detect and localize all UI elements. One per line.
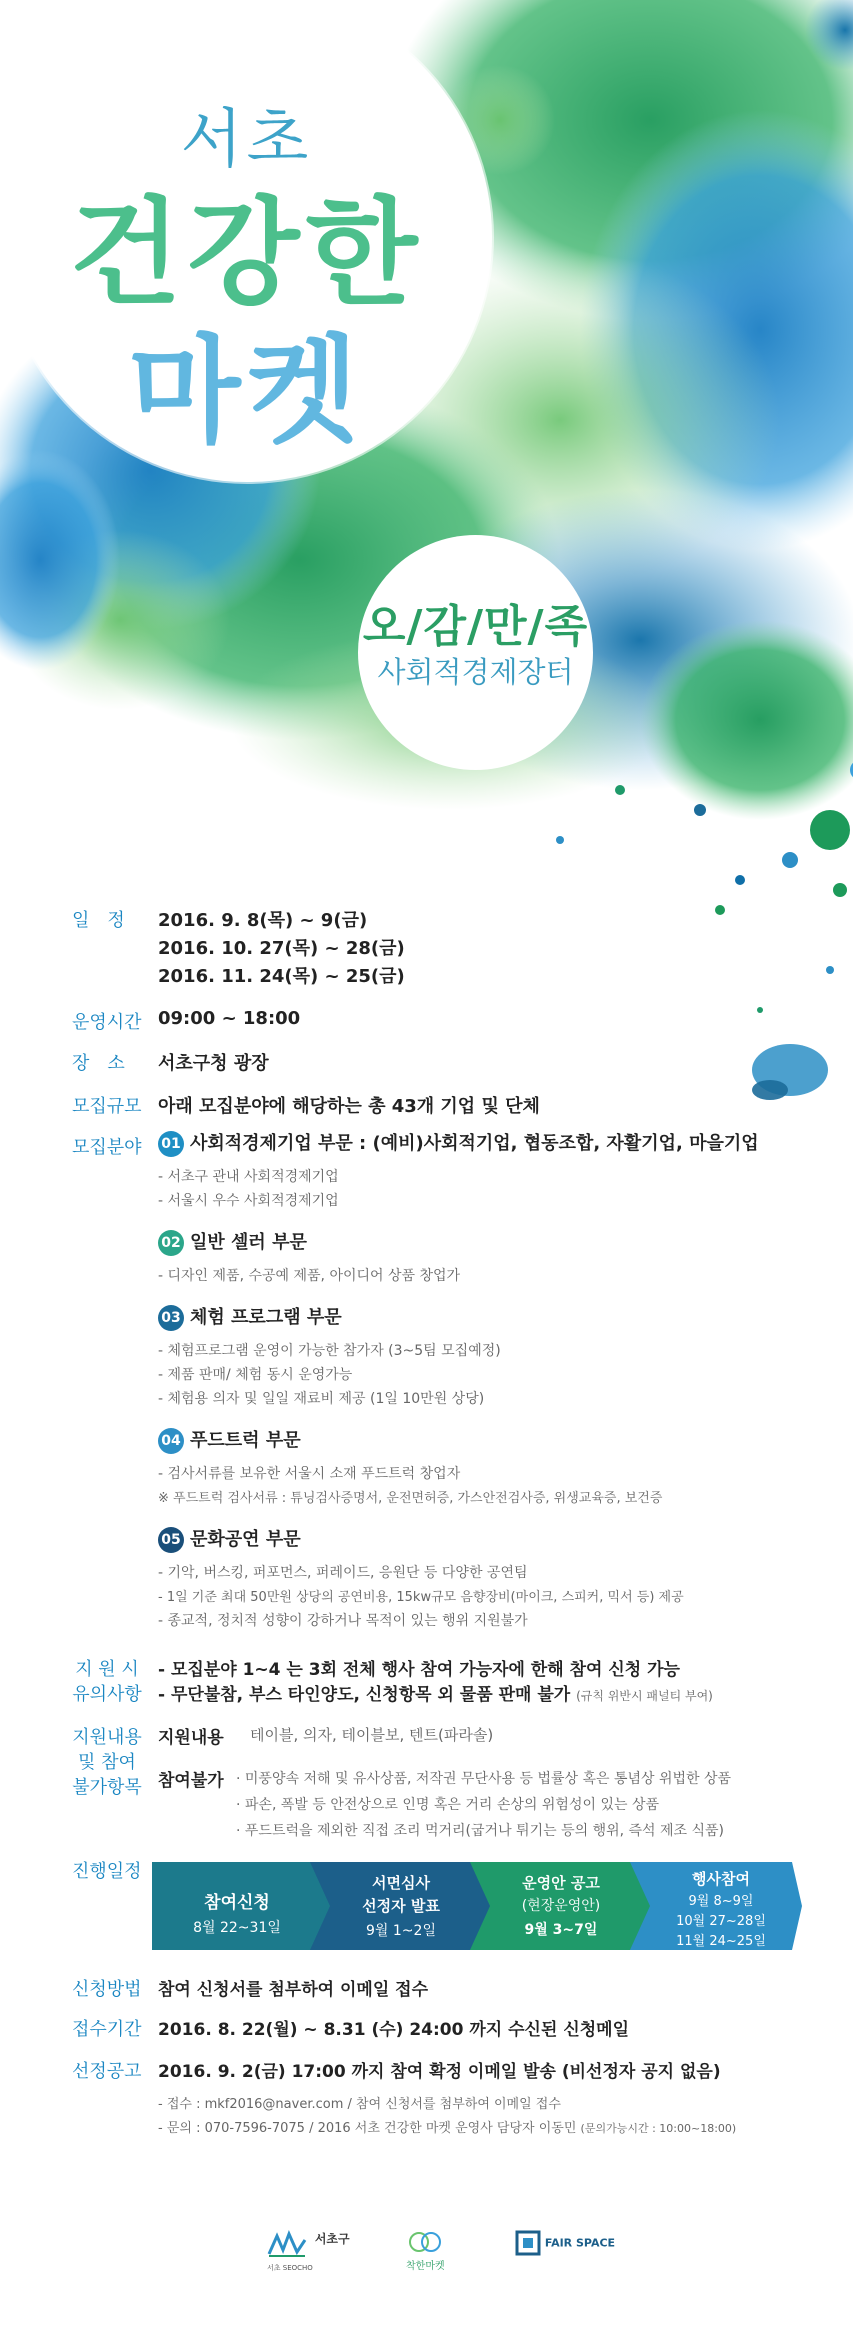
notes-line2: - 무단불참, 부스 타인양도, 신청항목 외 물품 판매 불가 (규칙 위반시 패널티 부여) <box>158 1685 713 1705</box>
step-4: 행사참여 9월 8~9일 10월 27~28일 11월 24~25일 <box>676 1870 766 1949</box>
field-03-title: 03 체험 프로그램 부문 <box>158 1303 342 1331</box>
seocho-logo-text: 서초구 <box>314 2232 350 2246</box>
step-3: 운영안 공고 (현장운영안) 9월 3~7일 <box>521 1874 601 1938</box>
method-value: 참여 신청서를 첨부하여 이메일 접수 <box>158 1980 429 2000</box>
hero-banner <box>0 0 853 900</box>
field-03-item: - 체험프로그램 운영이 가능한 참가자 (3~5팀 모집예정) <box>158 1343 501 1359</box>
label-notes-1: 지 원 시 <box>75 1659 139 1680</box>
logo-seocho <box>265 2230 350 2273</box>
field-02-title: 02 일반 셀러 부문 <box>158 1228 307 1256</box>
label-date: 일 정 <box>72 910 125 931</box>
field-03-item: - 제품 판매/ 체험 동시 운영가능 <box>158 1367 353 1383</box>
label-scale: 모집규모 <box>72 1096 142 1117</box>
notes-line1: - 모집분야 1~4 는 3회 전체 행사 참여 가능자에 한해 참여 신청 가능 <box>158 1660 680 1680</box>
field-05-item: - 종교적, 정치적 성향이 강하거나 목적이 있는 행위 지원불가 <box>158 1613 528 1629</box>
label-support-1: 지원내용 <box>72 1727 142 1748</box>
badge-main: 오/감/만/족 <box>362 601 589 652</box>
step-1: 참여신청 8월 22~31일 <box>193 1893 281 1936</box>
banned-item: · 푸드트럭을 제외한 직접 조리 먹거리(굽거나 튀기는 등의 행위, 즉석 제조 식품) <box>236 1823 725 1839</box>
provided-label: 지원내용 <box>158 1728 224 1748</box>
label-notice: 선정공고 <box>72 2061 142 2082</box>
label-method: 신청방법 <box>72 1979 142 2000</box>
title-line1: 건강한 <box>69 186 424 321</box>
field-02-number: 02 <box>158 1230 184 1256</box>
date-3: 2016. 11. 24(목) ~ 25(금) <box>158 966 405 987</box>
market-logo-icon <box>407 2230 443 2254</box>
date-1: 2016. 9. 8(목) ~ 9(금) <box>158 910 368 931</box>
banned-label: 참여불가 <box>158 1771 224 1791</box>
notes-line2-small: (규칙 위반시 패널티 부여) <box>576 1689 713 1703</box>
label-support-3: 불가항목 <box>72 1777 142 1798</box>
field-05-item: - 기악, 버스킹, 퍼포먼스, 퍼레이드, 응원단 등 다양한 공연팀 <box>158 1565 528 1581</box>
label-schedule: 진행일정 <box>72 1861 142 1882</box>
place-value: 서초구청 광장 <box>158 1053 269 1074</box>
badge-sub: 사회적경제장터 <box>377 655 574 689</box>
field-05-number: 05 <box>158 1527 184 1553</box>
period-value: 2016. 8. 22(월) ~ 8.31 (수) 24:00 까지 수신된 신청메일 <box>158 2020 630 2040</box>
field-01-number: 01 <box>158 1131 184 1157</box>
label-period: 접수기간 <box>72 2019 142 2040</box>
title-small: 서초 <box>180 103 313 177</box>
field-04-title: 04 푸드트럭 부문 <box>158 1426 301 1454</box>
provided-value: 테이블, 의자, 테이블보, 텐트(파라솔) <box>250 1726 494 1744</box>
label-notes-2: 유의사항 <box>72 1684 142 1705</box>
field-05-item: - 1일 기준 최대 50만원 상당의 공연비용, 15kw규모 음향장비(마이크, 스피커, 믹서 등) 제공 <box>158 1590 684 1605</box>
field-01-title: 01 사회적경제기업 부문 : (예비)사회적기업, 협동조합, 자활기업, 마을기업 <box>158 1129 759 1157</box>
field-04-number: 04 <box>158 1428 184 1454</box>
field-01-item: - 서울시 우수 사회적경제기업 <box>158 1193 339 1209</box>
field-02-item: - 디자인 제품, 수공예 제품, 아이디어 상품 창업가 <box>158 1268 461 1284</box>
field-04-item: - 검사서류를 보유한 서울시 소재 푸드트럭 창업자 <box>158 1466 461 1482</box>
logo-fairspace <box>515 2230 615 2256</box>
hours-value: 09:00 ~ 18:00 <box>158 1008 301 1029</box>
contact-email: - 접수 : mkf2016@naver.com / 참여 신청서를 첨부하여 이메일 접수 <box>158 2097 561 2112</box>
market-logo-text: 착한마켓 <box>406 2261 445 2272</box>
date-2: 2016. 10. 27(목) ~ 28(금) <box>158 938 405 959</box>
label-hours: 운영시간 <box>72 1012 142 1033</box>
banned-item: · 파손, 폭발 등 안전상으로 인명 혹은 거리 손상의 위험성이 있는 상품 <box>236 1797 659 1813</box>
label-support-2: 및 참여 <box>78 1752 136 1773</box>
field-01-item: - 서초구 관내 사회적경제기업 <box>158 1169 339 1185</box>
notice-value: 2016. 9. 2(금) 17:00 까지 참여 확정 이메일 발송 (비선정자 공지 없음) <box>158 2062 721 2082</box>
label-place: 장 소 <box>72 1053 125 1074</box>
contact-phone: - 문의 : 070-7596-7075 / 2016 서초 건강한 마켓 운영사 담당자 이동민 (문의가능시간 : 10:00~18:00) <box>158 2121 737 2136</box>
field-03-item: - 체험용 의자 및 일일 재료비 제공 (1일 10만원 상당) <box>158 1391 485 1407</box>
seocho-logo-subtext: 서초 SEOCHO <box>267 2264 313 2272</box>
fairspace-logo-text: FAIR SPACE <box>544 2236 616 2250</box>
label-field: 모집분야 <box>72 1137 142 1158</box>
field-04-item: ※ 푸드트럭 검사서류 : 튜닝검사증명서, 운전면허증, 가스안전검사증, 위생교육증, 보건증 <box>158 1491 663 1506</box>
fairspace-logo-icon <box>515 2230 541 2256</box>
seocho-logo-icon <box>265 2230 309 2260</box>
logo-market <box>406 2230 445 2272</box>
scale-value: 아래 모집분야에 해당하는 총 43개 기업 및 단체 <box>158 1096 540 1117</box>
field-05-title: 05 문화공연 부문 <box>158 1525 301 1553</box>
field-03-number: 03 <box>158 1305 184 1331</box>
title-line2: 마켓 <box>128 324 365 459</box>
banned-item: · 미풍양속 저해 및 유사상품, 저작권 무단사용 등 법률상 혹은 통념상 위법한 상품 <box>236 1771 732 1787</box>
step-2: 서면심사 선정자 발표 9월 1~2일 <box>362 1874 440 1939</box>
